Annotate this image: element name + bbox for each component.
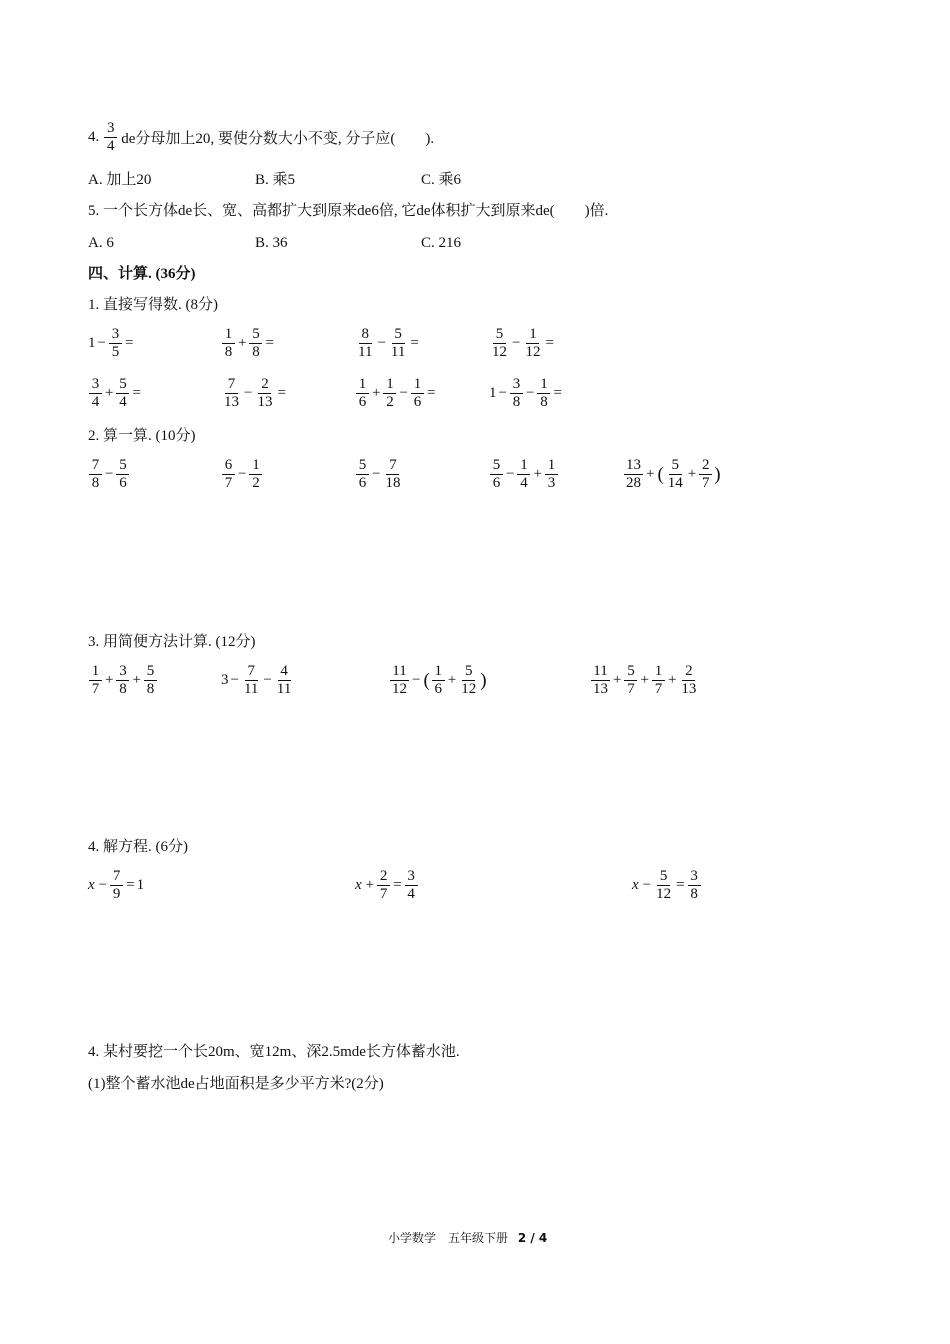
part-4-title: 4. 解方程. (6分) xyxy=(88,839,188,855)
p1-expr-2: $\frac{1}{8}$ + $\frac{5}{8}$ = xyxy=(221,326,276,361)
question-text: de分母加上20, 要使分数大小不变, 分子应( ). xyxy=(121,131,435,147)
q5-option-a: A. 6 xyxy=(88,235,114,251)
p2-expr-2: $\frac{6}{7}$ − $\frac{1}{2}$ xyxy=(221,457,263,492)
p2-expr-4: $\frac{5}{6}$ − $\frac{1}{4}$ + $\frac{1}{3}$ xyxy=(489,457,559,492)
p1-expr-6: $\frac{7}{13}$ − $\frac{2}{13}$ = xyxy=(224,376,286,410)
p1-expr-8: 1 − $\frac{3}{8}$ − $\frac{1}{8}$ = xyxy=(489,376,562,410)
word-problem-title: 4. 某村要挖一个长20m、宽12m、深2.5mde长方体蓄水池. xyxy=(88,1044,460,1060)
equation-2: x + $\frac{2}{7}$ = $\frac{3}{4}$ xyxy=(355,868,419,903)
question-5: 5. 一个长方体de长、宽、高都扩大到原来de6倍, 它de体积扩大到原来de( )倍. xyxy=(88,203,609,219)
p2-expr-3: $\frac{5}{6}$ − $\frac{7}{18}$ xyxy=(355,457,403,492)
part-3-title: 3. 用简便方法计算. (12分) xyxy=(88,634,256,650)
q4-option-a: A. 加上20 xyxy=(88,172,152,188)
footer-subject: 小学数学 五年级下册 xyxy=(388,1231,509,1245)
question-number: 4. xyxy=(88,129,100,145)
section-heading: 四、计算. (36分) xyxy=(88,266,196,282)
p1-expr-7: $\frac{1}{6}$ + $\frac{1}{2}$ − $\frac{1}{6}$ = xyxy=(355,376,437,411)
page-number: 2 / 4 xyxy=(517,1231,548,1245)
p2-expr-5: $\frac{13}{28}$ + ( $\frac{5}{14}$ + $\frac{2}{7}$ ) xyxy=(626,457,721,491)
q4-option-b: B. 乘5 xyxy=(255,172,296,188)
fraction: $\frac{3}{4}$ xyxy=(104,120,117,155)
q4-option-c: C. 乘6 xyxy=(421,172,462,188)
part-1-title: 1. 直接写得数. (8分) xyxy=(88,297,218,313)
p2-expr-1: $\frac{7}{8}$ − $\frac{5}{6}$ xyxy=(88,457,130,492)
p1-expr-3: $\frac{8}{11}$ − $\frac{5}{11}$ = xyxy=(358,326,419,360)
p3-expr-1: $\frac{1}{7}$ + $\frac{3}{8}$ + $\frac{5}{8}$ xyxy=(88,663,158,698)
q5-option-c: C. 216 xyxy=(421,235,462,251)
p3-expr-4: $\frac{11}{13}$ + $\frac{5}{7}$ + $\frac{1}{7}$ + $\frac{2}{13}$ xyxy=(593,663,697,697)
word-problem-sub-1: (1)整个蓄水池de占地面积是多少平方米?(2分) xyxy=(88,1076,384,1092)
q5-option-b: B. 36 xyxy=(255,235,288,251)
p1-expr-1: 1 − $\frac{3}{5}$ = xyxy=(88,326,134,360)
p1-expr-5: $\frac{3}{4}$ + $\frac{5}{4}$ = xyxy=(88,376,143,411)
equation-1: x − $\frac{7}{9}$ = 1 xyxy=(88,868,145,902)
p1-expr-4: $\frac{5}{12}$ − $\frac{1}{12}$ = xyxy=(492,326,554,360)
p3-expr-2: 3 − $\frac{7}{11}$ − $\frac{4}{11}$ xyxy=(221,663,292,697)
part-2-title: 2. 算一算. (10分) xyxy=(88,428,196,444)
equation-3: x − $\frac{5}{12}$ = $\frac{3}{8}$ xyxy=(632,868,702,903)
p3-expr-3: $\frac{11}{12}$ − ( $\frac{1}{6}$ + $\frac{5}{12}$ ) xyxy=(392,663,487,697)
question-4 xyxy=(88,120,434,155)
page-footer xyxy=(388,1229,547,1246)
